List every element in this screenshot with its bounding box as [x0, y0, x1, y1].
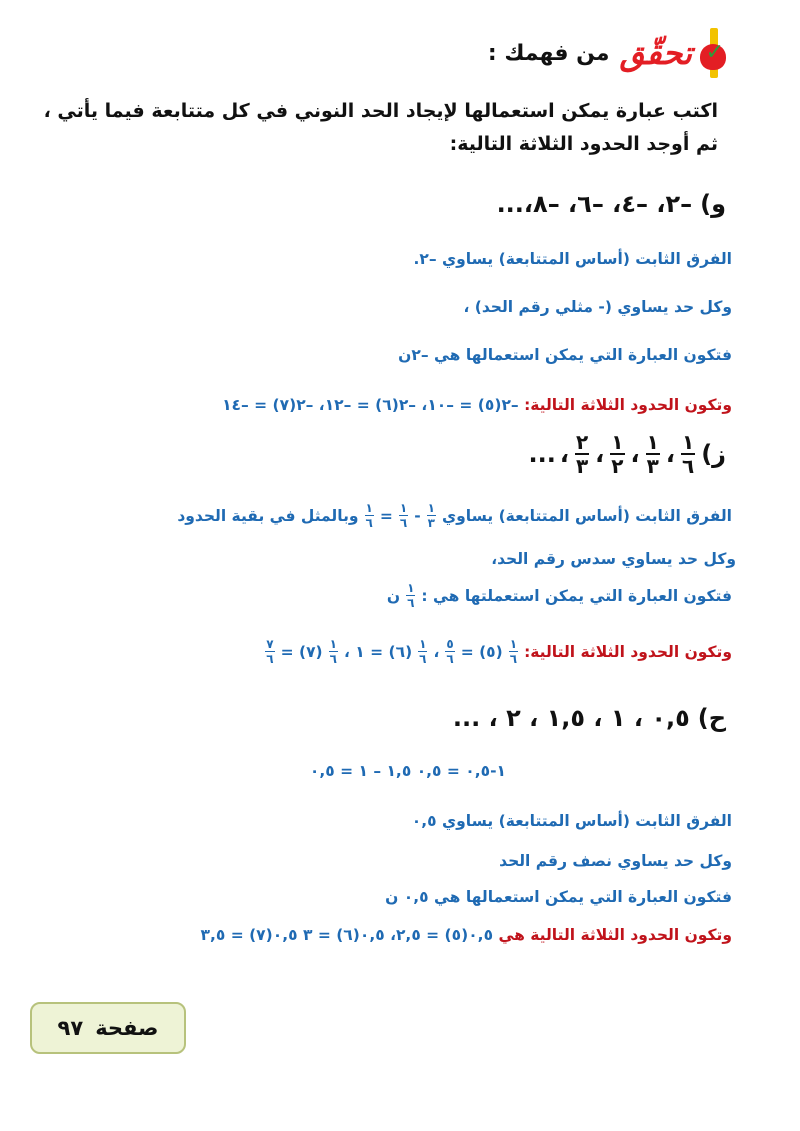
part-w-next-row: [222, 396, 732, 414]
part-z-frac-3: $\frac{١}{٢}$: [611, 430, 624, 478]
check-apple-icon: ✓: [698, 28, 728, 78]
part-z-next-row: وتكون الحدود الثلاثة التالية: $\frac{١}{٦}$ (٥) = $\frac{٥}{٦}$ ، $\frac{١}{٦}$ (٦) = ١ ، $\frac{١}{٦}$ (٧) = $\frac{٧}{٦}$: [266, 637, 732, 666]
part-z-diff-frac-3: $\frac{١}{٦}$: [365, 501, 373, 530]
part-z-next-label: وتكون الحدود الثلاثة التالية:: [524, 642, 732, 661]
header-title-black: من فهمك :: [487, 40, 610, 66]
part-w-diff: الفرق الثابت (أساس المتتابعة) يساوي –٢.: [413, 250, 732, 268]
part-h-letter: ح): [697, 704, 726, 732]
part-h-each: وكل حد يساوي نصف رقم الحد: [499, 852, 732, 870]
part-z-diff-frac-2: $\frac{١}{٦}$: [399, 501, 408, 530]
part-z-expr-prefix: فتكون العبارة التي يمكن استعملتها هي :: [421, 586, 732, 605]
part-w-each: وكل حد يساوي (- مثلي رقم الحد) ،: [463, 298, 732, 316]
part-w-expr: فتكون العبارة التي يمكن استعمالها هي –٢ن: [398, 346, 732, 364]
instruction-line-2: ثم أوجد الحدود الثلاثة التالية:: [449, 133, 718, 155]
part-z-each: وكل حد يساوي سدس رقم الحد،: [491, 550, 736, 568]
part-z-frac-4: $\frac{٢}{٣}$: [575, 430, 589, 478]
part-z-diff-prefix: الفرق الثابت (أساس المتتابعة) يساوي: [441, 506, 732, 525]
part-w-sequence-row: [497, 190, 726, 218]
part-w-next-label: وتكون الحدود الثلاثة التالية:: [524, 396, 732, 414]
part-z-frac-2: $\frac{١}{٣}$: [646, 430, 659, 478]
part-z-expr-row: [387, 582, 732, 609]
part-h-next-row: [200, 926, 732, 944]
page-label: صفحة: [95, 1016, 159, 1040]
part-z-sequence-row: ز) $\frac{١}{٦}$ ، $\frac{١}{٣}$ ، $\frac{١}{٢}$ ، $\frac{٢}{٣}$ ، ...: [528, 430, 726, 478]
part-h-next-label: وتكون الحدود الثلاثة التالية هي: [498, 926, 732, 944]
part-h-check: ١-٠,٥ = ٠,٥ ١,٥ – ١ = ٠,٥: [309, 762, 506, 780]
part-z-diff-frac-1: $\frac{١}{٣}$: [427, 501, 435, 530]
instruction-line-1: اكتب عبارة يمكن استعمالها لإيجاد الحد النوني في كل متتابعة فيما يأتي ،: [43, 100, 718, 122]
part-h-diff: الفرق الثابت (أساس المتتابعة) يساوي ٠,٥: [411, 812, 732, 830]
part-z-letter: ز): [701, 440, 726, 468]
part-z-diff-row: الفرق الثابت (أساس المتتابعة) يساوي $\frac{١}{٣}$ - $\frac{١}{٦}$ = $\frac{١}{٦}$ وبالمثل في بقية الحدود: [177, 501, 732, 530]
part-h-expr: فتكون العبارة التي يمكن استعمالها هي ٠,٥ ن: [385, 888, 732, 906]
part-h-next-values: ٠,٥(٥) = ٢,٥، ٠,٥(٦) = ٣ ٠,٥(٧) = ٣,٥: [200, 926, 494, 944]
page-number: ٩٧: [57, 1016, 84, 1040]
header-title-red: تحقّق: [619, 34, 692, 72]
part-z-diff-suffix: وبالمثل في بقية الحدود: [177, 506, 359, 525]
part-z-expr-suffix: ن: [386, 586, 401, 605]
part-w-letter: و): [700, 190, 726, 218]
part-z-trail: ...: [528, 440, 556, 468]
page-number-box: [30, 1002, 186, 1054]
part-w-sequence: –٢، –٤، –٦، –٨،...: [496, 190, 693, 218]
part-w-next-values: –٢(٥) = –١٠، –٢(٦) = –١٢، –٢(٧) = –١٤: [222, 396, 519, 414]
part-h-sequence-row: [453, 704, 726, 732]
part-z-expr-frac: $\frac{١}{٦}$: [407, 581, 415, 610]
part-h-sequence: ٠,٥ ، ١ ، ١,٥ ، ٢ ، ...: [452, 704, 690, 732]
section-header: [488, 28, 728, 78]
part-z-frac-1: $\frac{١}{٦}$: [681, 430, 695, 478]
